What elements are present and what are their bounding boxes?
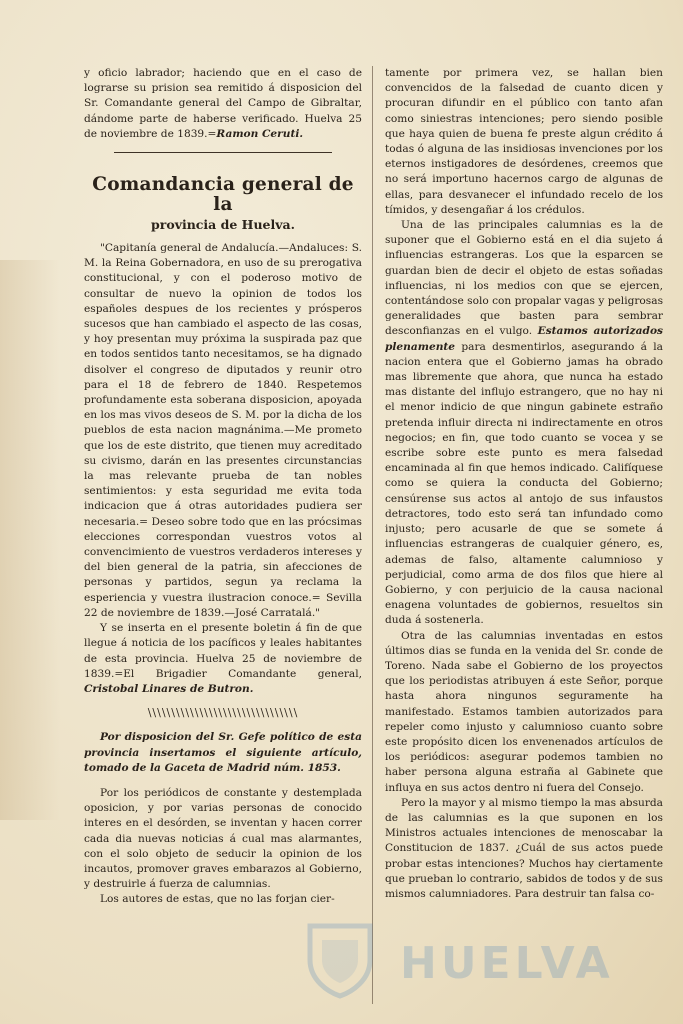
section-title: Comandancia general de la	[92, 174, 354, 216]
watermark-word: HUELVA	[400, 938, 614, 989]
right-column	[385, 66, 663, 1006]
right-paragraph-2-text-a: Una de las principales calumnias es la de suponer que el Gobierno está en el dia sujeto á influencias estrangeras. Los que la esparcen se guardan bien de decir el objeto de estas soñadas influencias, ni los medios con que se ejercen, contentándose solo con propalar vagas y peligrosas generalidades que basten para sembrar desconfianzas en el vulgo.	[385, 219, 663, 338]
left-column	[84, 66, 362, 1006]
section-rule	[114, 152, 332, 153]
article-paragraph-2: Los autores de estas, que no las forjan cier-	[100, 893, 335, 906]
right-paragraph-2-text-b: para desmentirlos, asegurando á la nacion entera que el Gobierno jamas ha obrado mas libremente que ahora, que nunca ha estado mas distante del influjo estrangero, que no hay ni el menor indicio de que ningun gabinete estraño pretenda influir directa ni indirectamente en otros negocios; en fin, que todo cuanto se vocea y se escribe sobre este punto es mera falsedad encaminada al fin que hemos indicado. Califíquese como se quiera la conducta del Gobierno; censúrense sus actos al antojo de sus infaustos detractores, todo esto será tan infundado como injusto; pero acusarle de que se somete á influencias estrangeras de cualquier género, es, ademas de falso, altamente calumnioso y perjudicial, como arma de dos filos que hiere al Gobierno, y con perjuicio de la causa nacional enagena voluntades de gobiernos, resueltos sin duda á sostenerla.	[385, 340, 663, 627]
article-paragraph-1: Por los periódicos de constante y destemplada oposicion, y por varias personas de conocido interes en el desórden, se inventan y hacen correr cada dia nuevas noticias á cual mas alarmantes, con el solo objeto de seducir la opinion de los incautos, promover graves embarazos al Gobierno, y destruirle á fuerza de calumnias.	[84, 786, 362, 891]
left-top-paragraph	[84, 66, 362, 142]
paper-stain	[0, 260, 60, 820]
editorial-note: Por disposicion del Sr. Gefe político de esta provincia insertamos el siguiente artículo, tomado de la Gaceta de Madrid núm. 1853.	[84, 731, 362, 774]
insertion-paragraph	[84, 621, 362, 697]
insertion-signature: Cristobal Linares de Butron.	[84, 682, 254, 695]
right-paragraph-2-emphasis: Estamos autorizados plenamente	[385, 325, 663, 353]
right-paragraph-3: Otra de las calumnias inventadas en estos últimos dias se funda en la venida del Sr. conde de Toreno. Nada sabe el Gobierno de los proyectos que los periodistas atribuyen á este Señor, porque hasta ahora ningunos seguramente ha manifestado. Estamos tambien autorizados para repeler como injusto y calumnioso cuanto sobre este propósito dicen los envenenados artículos de los periódicos: asegurar podemos tambien no haber persona alguna estraña al Gabinete que influya en sus actos dentro ni fuera del Consejo.	[385, 629, 663, 794]
right-paragraph-1: tamente por primera vez, se hallan bien convencidos de la falsedad de cuanto dicen y procuran difundir en el público con tanto afan como siniestras intenciones; pero siendo posible que haya quien de buena fe preste algun crédito á todas ó alguna de las insidiosas invenciones por los eternos instigadores de desórdenes, creemos que no será importuno hacernos cargo de algunas de ellas, para desvanecer el infundado recelo de los tímidos, y desengañar á los crédulos.	[385, 67, 663, 216]
shield-icon	[300, 920, 380, 1000]
right-paragraph-4: Pero la mayor y al mismo tiempo la mas absurda de las calumnias es la que suponen en los Ministros actuales intenciones de menoscabar la Constitucion de 1837. ¿Cuál de sus actos puede probar estas intenciones? Muchos hay ciertamente que prueban lo contrario, sabidos de todos y de sus mismos calumniadores. Para destruir tan falsa co-	[385, 796, 663, 900]
left-top-text: y oficio labrador; haciendo que en el caso de lograrse su prision sea remitido á disposicion del Sr. Comandante general del Campo de Gibraltar, dándome parte de haberse verificado. Huelva 25 de noviembre de 1839.=	[84, 67, 362, 140]
left-top-signature: Ramon Ceruti.	[216, 127, 304, 140]
ornament-divider: \\\\\\\\\\\\\\\\\\\\\\\\\\\\\\\\	[147, 706, 299, 720]
insertion-text: Y se inserta en el presente boletin á fin de que llegue á noticia de los pacíficos y leales habitantes de esta provincia. Huelva 25 de noviembre de 1839.=El Brigadier Comandante general,	[84, 622, 362, 680]
column-divider	[372, 66, 373, 1004]
right-paragraph-2	[385, 218, 663, 628]
proclamation-paragraph: "Capitanía general de Andalucía.—Andaluces: S. M. la Reina Gobernadora, en uso de su prerogativa constitucional, y con el poderoso motivo de consultar de nuevo la opinion de todos los españoles despues de los recientes y prósperos sucesos que han cambiado el aspecto de las cosas, y hoy presentan muy próxima la suspirada paz que en todos sentidos tanto necesitamos, se ha dignado disolver el congreso de diputados y reunir otro para el 18 de febrero de 1840. Respetemos profundamente esta soberana disposicion, apoyada en los mas vivos deseos de S. M. por la dicha de los pueblos de esta nacion magnánima.—Me prometo que los de este distrito, que tienen muy acreditado su civismo, darán en las presentes circunstancias la mas relevante prueba de tan nobles sentimientos: y esta seguridad me evita toda indicacion que á otras autoridades pudiera ser necesaria.= Deseo sobre todo que en las prócsimas elecciones correspondan vuestros votos al convencimiento de vuestros verdaderos intereses y del bien general de la patria, sin afecciones de personas y partidos, segun ya reclama la esperiencia y vuestra ilustracion conoce.= Sevilla 22 de noviembre de 1839.—José Carratalá."	[84, 242, 362, 619]
section-subtitle: provincia de Huelva.	[151, 217, 295, 233]
huelva-watermark	[300, 920, 640, 1000]
